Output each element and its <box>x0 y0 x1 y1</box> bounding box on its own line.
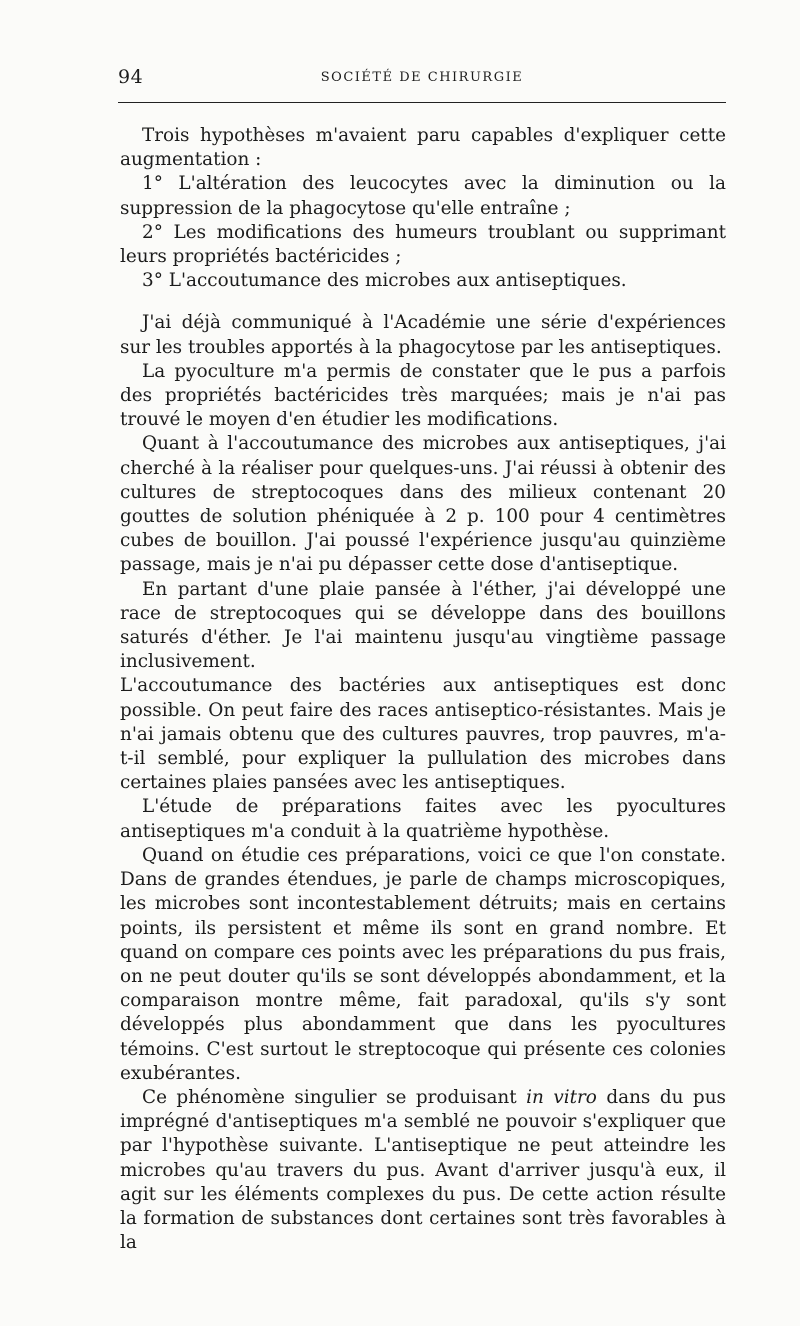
hypothesis-1: 1° L'altération des leucocytes avec la diminution ou la suppression de la phagocytose qu'elle entraîne ; <box>120 173 726 219</box>
paragraph-etude: L'étude de préparations faites avec les pyocultures antiseptiques m'a conduit à la quatrième hypothèse. <box>120 796 726 842</box>
phenomene-text-end: dans du pus imprégné d'antiseptiques m'a semblé ne pouvoir s'expliquer que par l'hypothèse suivante. L'antiseptique ne peut atteindre les microbes qu'au travers du pus. Avant d'arriver jusqu'à eux, il agit sur les éléments complexes du pus. De cette action résulte la formation de substances dont certaines sont très favorables à la <box>120 1086 726 1254</box>
hypothesis-2: 2° Les modifications des humeurs troublant ou supprimant leurs propriétés bactéricides ; <box>120 221 726 268</box>
header-rule <box>118 102 726 103</box>
page-header <box>118 66 726 92</box>
hypothesis-3: 3° L'accoutumance des microbes aux antiseptiques. <box>142 270 627 292</box>
paragraph-races: L'accoutumance des bactéries aux antiseptiques est donc possible. On peut faire des races antiseptico-résistantes. Mais je n'ai jamais obtenu que des cultures pauvres, trop pauvres, m'a-t-il semblé, pour expliquer la pullulation des microbes dans certaines plaies pansées avec les antiseptiques. <box>120 675 726 794</box>
paragraph-pyoculture: La pyoculture m'a permis de constater que le pus a parfois des propriétés bactéricides très marquées; mais je n'ai pas trouvé le moyen d'en étudier les modifications. <box>120 360 726 431</box>
paragraph-academie: J'ai déjà communiqué à l'Académie une série d'expériences sur les troubles apportés à la phagocytose par les antiseptiques. <box>120 312 726 358</box>
in-vitro-italic: in vitro <box>526 1086 597 1108</box>
body-text <box>120 124 726 1255</box>
phenomene-text-start: Ce phénomène singulier se produisant <box>142 1086 527 1108</box>
page-number: 94 <box>118 66 144 88</box>
paragraph-preparations: Quand on étudie ces préparations, voici ce que l'on constate. Dans de grandes étendues, je parle de champs microscopiques, les microbes sont incontestablement détruits; mais en certains points, ils persistent et même ils sont en grand nombre. Et quand on compare ces points avec les préparations du pus frais, on ne peut douter qu'ils se sont développés abondamment, et la comparaison montre même, fait paradoxal, qu'ils s'y sont développés plus abondamment que dans les pyocultures témoins. C'est surtout le streptocoque qui présente ces colonies exubérantes. <box>120 844 726 1084</box>
running-head: SOCIÉTÉ DE CHIRURGIE <box>320 70 524 85</box>
paragraph-accoutumance: Quant à l'accoutumance des microbes aux antiseptiques, j'ai cherché à la réaliser pour quelques-uns. J'ai réussi à obtenir des cultures de streptocoques dans des milieux contenant 20 gouttes de solution phéniquée à 2 p. 100 pour 4 centimètres cubes de bouillon. J'ai poussé l'expérience jusqu'au quinzième passage, mais je n'ai pu dépasser cette dose d'antiseptique. <box>120 433 726 576</box>
paragraph-intro: Trois hypothèses m'avaient paru capables d'expliquer cette augmentation : <box>120 125 726 171</box>
paragraph-phenomene <box>120 1086 726 1255</box>
paragraph-ether: En partant d'une plaie pansée à l'éther, j'ai développé une race de streptocoques qui se développe dans des bouillons saturés d'éther. Je l'ai maintenu jusqu'au vingtième passage inclusivement. <box>120 578 726 673</box>
